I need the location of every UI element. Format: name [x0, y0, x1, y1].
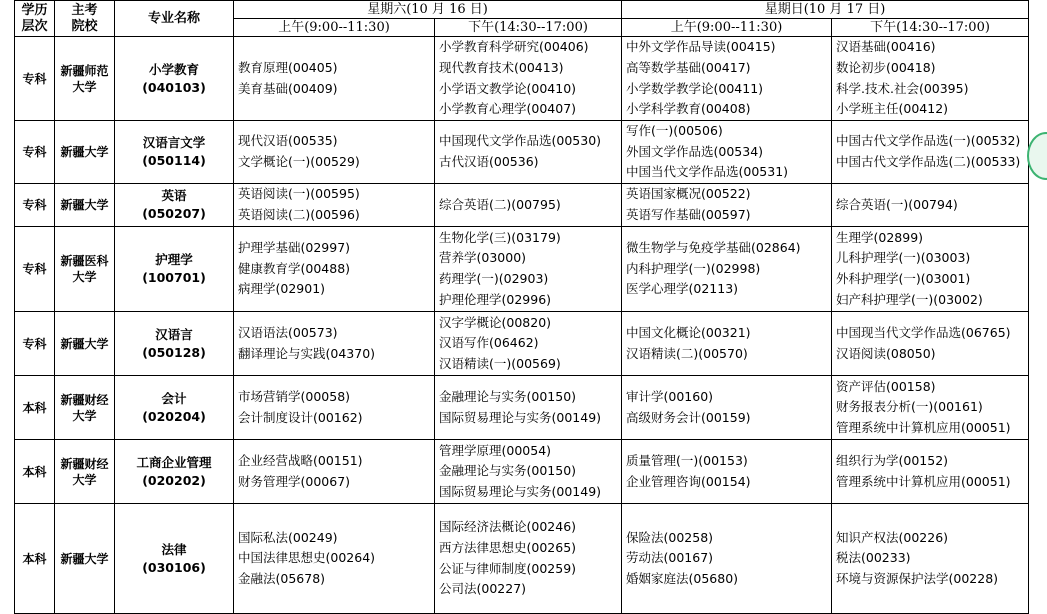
- green-scroll-widget-icon[interactable]: [1027, 132, 1047, 180]
- session-sat-pm: [435, 504, 622, 614]
- course-item: 高等数学基础(00417): [626, 59, 751, 75]
- schedule-row: [15, 504, 1029, 614]
- course-item: 小学教育心理学(00407): [439, 101, 577, 117]
- course-item: 环境与资源保护法学(00228): [836, 570, 999, 586]
- course-item: 公证与律师制度(00259): [439, 560, 577, 576]
- course-item: 综合英语(二)(00795): [439, 196, 561, 212]
- course-item: 知识产权法(00226): [836, 529, 949, 545]
- major-name: 护理学: [155, 252, 193, 268]
- course-item: 古代汉语(00536): [439, 154, 539, 170]
- header-level-line2: 层次: [21, 18, 48, 34]
- course-item: 管理系统中计算机应用(00051): [836, 419, 1011, 435]
- header-major: 专业名称: [115, 1, 234, 37]
- school-name-line: 新疆大学: [60, 145, 109, 160]
- session-sat-am: [234, 184, 435, 227]
- education-level: 专科: [15, 227, 55, 312]
- session-sun-am: [622, 440, 832, 504]
- major-code: (030106): [142, 559, 206, 575]
- course-item: 内科护理学(一)(02998): [626, 260, 761, 276]
- course-item: 中国文化概论(00321): [626, 324, 751, 340]
- course-item: 国际贸易理论与实务(00149): [439, 483, 602, 499]
- session-sat-am: [234, 121, 435, 184]
- course-item: 高级财务会计(00159): [626, 409, 751, 425]
- session-sun-am: [622, 504, 832, 614]
- major-name: 工商企业管理: [136, 454, 212, 470]
- session-sun-am: [622, 37, 832, 121]
- course-item: 小学数学教学论(00411): [626, 80, 764, 96]
- school-name-line: 新疆财经: [60, 392, 109, 407]
- school-name-line: 大学: [72, 79, 97, 94]
- school-name-line: 大学: [72, 270, 97, 285]
- course-item: 汉语精读(一)(00569): [439, 355, 561, 371]
- session-sun-pm: [832, 37, 1029, 121]
- header-sat-pm: 下午(14:30--17:00): [435, 19, 622, 37]
- course-item: 中国现代文学作品选(00530): [439, 133, 602, 149]
- course-item: 营养学(03000): [439, 250, 527, 266]
- course-item: 保险法(00258): [626, 529, 714, 545]
- course-item: 金融理论与实务(00150): [439, 463, 577, 479]
- header-school-line2: 院校: [71, 18, 98, 34]
- course-item: 妇产科护理学(一)(03002): [836, 291, 983, 307]
- header-row-days: [15, 1, 1029, 19]
- session-sun-am: [622, 312, 832, 376]
- course-item: 国际经济法概论(00246): [439, 519, 577, 535]
- course-item: 西方法律思想史(00265): [439, 539, 577, 555]
- course-item: 中国法律思想史(00264): [238, 550, 376, 566]
- course-item: 护理伦理学(02996): [439, 291, 552, 307]
- major-name: 会计: [161, 390, 187, 406]
- course-item: 汉语精读(二)(00570): [626, 345, 748, 361]
- course-item: 生理学(02899): [836, 229, 924, 245]
- header-level: [15, 1, 55, 37]
- schedule-row: [15, 121, 1029, 184]
- school-name-line: 新疆大学: [60, 336, 109, 351]
- course-item: 数论初步(00418): [836, 59, 936, 75]
- session-sat-pm: [435, 121, 622, 184]
- course-item: 中国古代文学作品选(一)(00532): [836, 133, 1021, 149]
- education-level: 本科: [15, 376, 55, 440]
- major-code: (100701): [142, 270, 206, 286]
- education-level: 本科: [15, 440, 55, 504]
- course-item: 市场营销学(00058): [238, 388, 351, 404]
- major-cell: [115, 312, 234, 376]
- course-item: 汉字学概论(00820): [439, 314, 552, 330]
- schedule-row: [15, 227, 1029, 312]
- course-item: 会计制度设计(00162): [238, 409, 363, 425]
- course-item: 小学语文教学论(00410): [439, 80, 577, 96]
- session-sun-pm: [832, 440, 1029, 504]
- header-level-line1: 学历: [21, 2, 48, 18]
- session-sun-pm: [832, 121, 1029, 184]
- course-item: 中国现当代文学作品选(06765): [836, 324, 1011, 340]
- school-name: [55, 37, 115, 121]
- session-sun-am: [622, 376, 832, 440]
- schedule-body: [15, 37, 1029, 614]
- course-item: 资产评估(00158): [836, 378, 936, 394]
- course-item: 婚姻家庭法(05680): [626, 570, 739, 586]
- course-item: 质量管理(一)(00153): [626, 452, 748, 468]
- school-name: [55, 312, 115, 376]
- course-item: 现代汉语(00535): [238, 133, 338, 149]
- major-code: (050114): [142, 153, 206, 169]
- course-item: 病理学(02901): [238, 281, 326, 297]
- school-name: [55, 121, 115, 184]
- course-item: 微生物学与免疫学基础(02864): [626, 240, 801, 256]
- course-item: 中国当代文学作品选(00531): [626, 164, 789, 180]
- course-item: 管理系统中计算机应用(00051): [836, 473, 1011, 489]
- major-name: 小学教育: [148, 61, 199, 77]
- major-cell: [115, 440, 234, 504]
- course-item: 管理学原理(00054): [439, 442, 552, 458]
- header-sunday: 星期日(10 月 17 日): [622, 1, 1029, 19]
- major-code: (040103): [142, 79, 206, 95]
- major-code: (020202): [142, 472, 206, 488]
- school-name-line: 大学: [72, 408, 97, 423]
- course-item: 小学科学教育(00408): [626, 101, 751, 117]
- session-sun-pm: [832, 184, 1029, 227]
- course-item: 医学心理学(02113): [626, 281, 739, 297]
- major-cell: [115, 504, 234, 614]
- header-school: [55, 1, 115, 37]
- education-level: 本科: [15, 504, 55, 614]
- course-item: 健康教育学(00488): [238, 260, 351, 276]
- session-sat-pm: [435, 227, 622, 312]
- course-item: 税法(00233): [836, 550, 911, 566]
- course-item: 公司法(00227): [439, 581, 527, 597]
- session-sat-am: [234, 227, 435, 312]
- course-item: 文学概论(一)(00529): [238, 154, 360, 170]
- school-name: [55, 184, 115, 227]
- session-sun-pm: [832, 312, 1029, 376]
- course-item: 药理学(一)(02903): [439, 271, 549, 287]
- education-level: 专科: [15, 184, 55, 227]
- session-sat-am: [234, 504, 435, 614]
- school-name: [55, 440, 115, 504]
- schedule-row: [15, 37, 1029, 121]
- school-name: [55, 227, 115, 312]
- course-item: 企业经营战略(00151): [238, 452, 363, 468]
- course-item: 英语写作基础(00597): [626, 207, 751, 223]
- session-sun-pm: [832, 227, 1029, 312]
- course-item: 翻译理论与实践(04370): [238, 345, 376, 361]
- school-name: [55, 504, 115, 614]
- session-sat-am: [234, 376, 435, 440]
- school-name-line: 新疆医科: [60, 254, 109, 269]
- course-item: 小学教育科学研究(00406): [439, 39, 589, 55]
- course-item: 护理学基础(02997): [238, 240, 351, 256]
- course-item: 汉语基础(00416): [836, 39, 936, 55]
- session-sun-am: [622, 227, 832, 312]
- major-name: 英语: [161, 188, 187, 204]
- course-item: 儿科护理学(一)(03003): [836, 250, 971, 266]
- major-name: 法律: [161, 541, 187, 557]
- school-name-line: 新疆大学: [60, 551, 109, 566]
- schedule-row: [15, 312, 1029, 376]
- major-code: (050128): [142, 344, 206, 360]
- course-item: 英语阅读(一)(00595): [238, 186, 360, 202]
- school-name-line: 新疆财经: [60, 456, 109, 471]
- course-item: 国际贸易理论与实务(00149): [439, 409, 602, 425]
- major-cell: [115, 184, 234, 227]
- schedule-row: [15, 440, 1029, 504]
- education-level: 专科: [15, 312, 55, 376]
- major-name: 汉语言文学: [142, 135, 206, 151]
- course-item: 外科护理学(一)(03001): [836, 271, 971, 287]
- session-sat-am: [234, 37, 435, 121]
- course-item: 审计学(00160): [626, 388, 714, 404]
- header-sun-pm: 下午(14:30--17:00): [832, 19, 1029, 37]
- session-sat-pm: [435, 37, 622, 121]
- header-school-line1: 主考: [71, 2, 98, 18]
- education-level: 专科: [15, 121, 55, 184]
- course-item: 综合英语(一)(00794): [836, 196, 958, 212]
- header-saturday: 星期六(10 月 16 日): [234, 1, 622, 19]
- schedule-row: [15, 184, 1029, 227]
- session-sun-am: [622, 184, 832, 227]
- course-item: 英语国家概况(00522): [626, 186, 751, 202]
- session-sun-am: [622, 121, 832, 184]
- session-sat-am: [234, 312, 435, 376]
- course-item: 组织行为学(00152): [836, 452, 949, 468]
- course-item: 生物化学(三)(03179): [439, 229, 561, 245]
- course-item: 汉语语法(00573): [238, 324, 338, 340]
- school-name-line: 大学: [72, 472, 97, 487]
- session-sat-pm: [435, 440, 622, 504]
- course-item: 科学.技术.社会(00395): [836, 80, 969, 96]
- course-item: 金融理论与实务(00150): [439, 388, 577, 404]
- major-code: (020204): [142, 408, 206, 424]
- course-item: 中国古代文学作品选(二)(00533): [836, 154, 1021, 170]
- course-item: 小学班主任(00412): [836, 101, 949, 117]
- school-name: [55, 376, 115, 440]
- exam-schedule-table: [14, 0, 1029, 614]
- course-item: 汉语写作(06462): [439, 335, 539, 351]
- major-cell: [115, 121, 234, 184]
- session-sun-pm: [832, 504, 1029, 614]
- course-item: 劳动法(00167): [626, 550, 714, 566]
- course-item: 企业管理咨询(00154): [626, 473, 751, 489]
- course-item: 教育原理(00405): [238, 59, 338, 75]
- course-item: 美育基础(00409): [238, 80, 338, 96]
- session-sat-pm: [435, 376, 622, 440]
- course-item: 外国文学作品选(00534): [626, 143, 764, 159]
- major-cell: [115, 37, 234, 121]
- course-item: 财务报表分析(一)(00161): [836, 399, 983, 415]
- major-code: (050207): [142, 206, 206, 222]
- education-level: 专科: [15, 37, 55, 121]
- course-item: 英语阅读(二)(00596): [238, 207, 360, 223]
- major-cell: [115, 227, 234, 312]
- course-item: 现代教育技术(00413): [439, 59, 564, 75]
- session-sat-pm: [435, 184, 622, 227]
- major-cell: [115, 376, 234, 440]
- course-item: 金融法(05678): [238, 570, 326, 586]
- schedule-row: [15, 376, 1029, 440]
- session-sat-pm: [435, 312, 622, 376]
- session-sat-am: [234, 440, 435, 504]
- major-name: 汉语言: [155, 326, 193, 342]
- course-item: 汉语阅读(08050): [836, 345, 936, 361]
- header-sat-am: 上午(9:00--11:30): [234, 19, 435, 37]
- school-name-line: 新疆师范: [60, 63, 109, 78]
- session-sun-pm: [832, 376, 1029, 440]
- header-sun-am: 上午(9:00--11:30): [622, 19, 832, 37]
- course-item: 中外文学作品导读(00415): [626, 39, 776, 55]
- course-item: 写作(一)(00506): [626, 123, 723, 138]
- school-name-line: 新疆大学: [60, 198, 109, 213]
- course-item: 国际私法(00249): [238, 529, 338, 545]
- course-item: 财务管理学(00067): [238, 473, 351, 489]
